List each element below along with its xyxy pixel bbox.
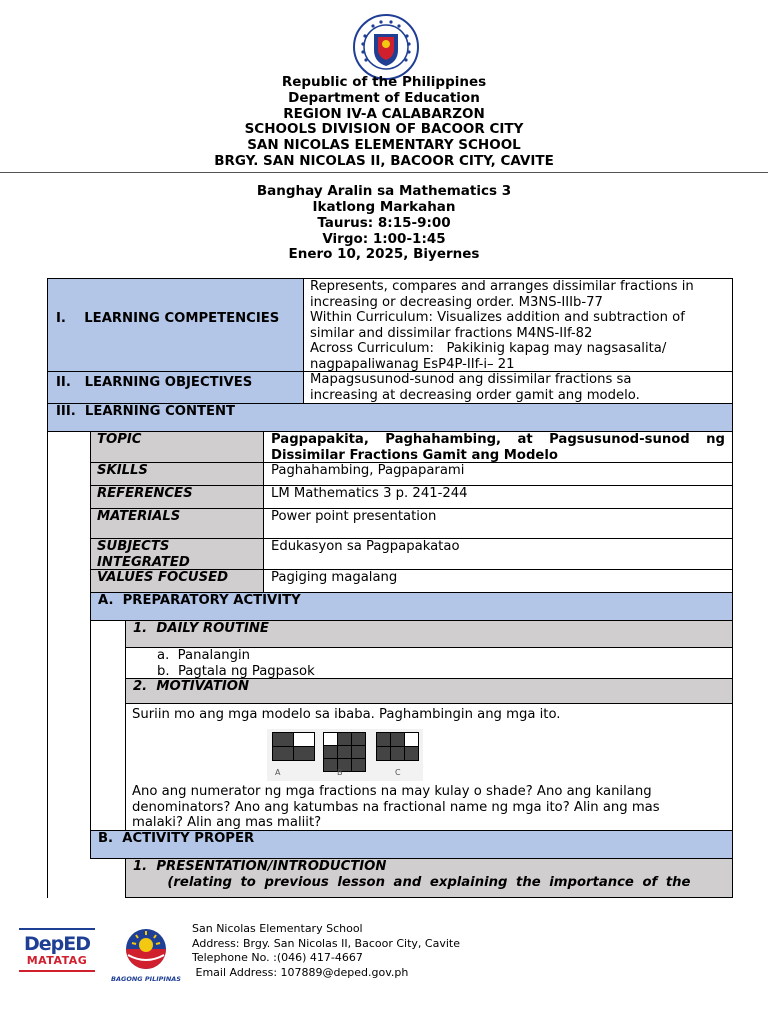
objectives-label-cell [47, 371, 304, 404]
schedule-virgo: Virgo: 1:00-1:45 [322, 231, 446, 247]
deped-wordmark: DepED [23, 933, 90, 955]
fraction-models-image [267, 729, 423, 781]
competency-line: Across Curriculum: Pakikinig kapag may nagsasalita/ [310, 341, 667, 357]
content-left-border [47, 431, 48, 898]
preparatory-label: A. PREPARATORY ACTIVITY [98, 593, 301, 608]
footer-telephone: Telephone No. :(046) 417-4667 [192, 951, 363, 964]
lesson-title: Banghay Aralin sa Mathematics 3 [256, 183, 512, 199]
fraction-model-a [272, 732, 316, 762]
daily-routine-label: 1. DAILY ROUTINE [133, 621, 269, 636]
subjects-label-cell [90, 538, 264, 570]
preparatory-header [90, 592, 733, 621]
subjects-label: INTEGRATED [97, 554, 190, 570]
competencies-label-cell [47, 278, 304, 372]
presentation-header [125, 858, 733, 898]
topic-label: TOPIC [97, 432, 142, 447]
presentation-label: 1. PRESENTATION/INTRODUCTION [133, 859, 387, 874]
values-label: VALUES FOCUSED [97, 570, 229, 585]
values-value: Pagiging magalang [271, 570, 398, 585]
footer-email: Email Address: 107889@deped.gov.ph [192, 966, 409, 979]
competency-line: nagpapaliwanag EsP4P-IIf-i– 21 [310, 356, 515, 372]
model-label-a: A [275, 768, 281, 777]
bagong-pilipinas-wordmark: BAGONG PILIPINAS [111, 975, 181, 983]
quarter: Ikatlong Markahan [312, 199, 456, 215]
objectives-label: II. LEARNING OBJECTIVES [56, 375, 253, 390]
competency-line: similar and dissimilar fractions M4NS-IIf-82 [310, 325, 593, 341]
presentation-description: (relating to previous lesson and explaining the importance of the [133, 874, 691, 890]
objectives-value-cell [303, 371, 733, 404]
preparatory-left-border [90, 620, 91, 859]
model-label-b: B [337, 768, 343, 777]
motivation-body [125, 703, 733, 831]
schedule-taurus: Taurus: 8:15-9:00 [317, 215, 451, 231]
header-address: BRGY. SAN NICOLAS II, BACOOR CITY, CAVITE [214, 153, 554, 169]
footer-school: San Nicolas Elementary School [192, 922, 363, 935]
deped-matatag-logo [19, 928, 95, 980]
footer-address: Address: Brgy. San Nicolas II, Bacoor City, Cavite [192, 937, 460, 950]
materials-label-cell [90, 508, 264, 539]
values-label-cell [90, 569, 264, 593]
competencies-label: I. LEARNING COMPETENCIES [56, 311, 280, 326]
skills-value-cell [263, 462, 733, 486]
header-republic: Republic of the Philippines [281, 74, 487, 90]
skills-value: Paghahambing, Pagpaparami [271, 463, 465, 478]
daily-routine-header [125, 620, 733, 648]
lesson-date: Enero 10, 2025, Biyernes [288, 246, 480, 262]
routine-item: b. Pagtala ng Pagpasok [157, 663, 315, 679]
activity-proper-label: B. ACTIVITY PROPER [98, 831, 255, 846]
content-header [47, 403, 733, 432]
bagong-pilipinas-emblem [108, 925, 184, 971]
bagong-pilipinas-logo [108, 925, 184, 981]
values-value-cell [263, 569, 733, 593]
topic-line: Pagpapakita, Paghahambing, at Pagsusunod-sunod ng [271, 432, 725, 447]
motivation-question: denominators? Ano ang katumbas na fractional name ng mga ito? Alin ang mas [132, 800, 660, 815]
materials-value-cell [263, 508, 733, 539]
fraction-model-b [323, 732, 367, 773]
competencies-value-cell [303, 278, 733, 372]
skills-label-cell [90, 462, 264, 486]
header-school: SAN NICOLAS ELEMENTARY SCHOOL [247, 137, 521, 153]
deped-seal-logo [353, 14, 419, 80]
topic-label-cell [90, 431, 264, 463]
objective-line: increasing at decreasing order gamit ang modelo. [310, 387, 640, 403]
references-label: REFERENCES [97, 486, 193, 501]
model-label-c: C [395, 768, 401, 777]
competency-line: Represents, compares and arranges dissimilar fractions in [310, 279, 694, 294]
objective-line: Mapagsusunod-sunod ang dissimilar fractions sa [310, 372, 632, 387]
topic-value-cell [263, 431, 733, 463]
motivation-label: 2. MOTIVATION [133, 679, 250, 694]
references-value-cell [263, 485, 733, 509]
subjects-value-cell [263, 538, 733, 570]
header-divider [0, 172, 768, 173]
references-value: LM Mathematics 3 p. 241-244 [271, 486, 468, 501]
header-region: REGION IV-A CALABARZON [283, 106, 485, 122]
subjects-value: Edukasyon sa Pagpapakatao [271, 539, 460, 554]
materials-label: MATERIALS [97, 509, 181, 524]
header-division: SCHOOLS DIVISION OF BACOOR CITY [244, 121, 524, 137]
header-department: Department of Education [288, 90, 480, 106]
skills-label: SKILLS [97, 463, 148, 478]
topic-line: Dissimilar Fractions Gamit ang Modelo [271, 447, 558, 463]
motivation-instruction: Suriin mo ang mga modelo sa ibaba. Paghambingin ang mga ito. [132, 707, 561, 722]
competency-line: increasing or decreasing order. M3NS-IIIb-77 [310, 294, 603, 310]
matatag-wordmark: MATATAG [26, 954, 88, 967]
daily-routine-body [125, 647, 733, 679]
routine-item: a. Panalangin [157, 648, 251, 663]
motivation-question: Ano ang numerator ng mga fractions na may kulay o shade? Ano ang kanilang [132, 784, 652, 799]
content-label: III. LEARNING CONTENT [56, 404, 236, 419]
fraction-model-c [376, 732, 420, 762]
competency-line: Within Curriculum: Visualizes addition and subtraction of [310, 310, 685, 326]
logo-rule [19, 928, 95, 930]
motivation-header [125, 678, 733, 704]
motivation-question: malaki? Alin ang mas maliit? [132, 815, 322, 830]
logo-rule [19, 970, 95, 972]
activity-proper-header [90, 830, 733, 859]
references-label-cell [90, 485, 264, 509]
materials-value: Power point presentation [271, 509, 437, 524]
subjects-label: SUBJECTS [97, 539, 170, 554]
